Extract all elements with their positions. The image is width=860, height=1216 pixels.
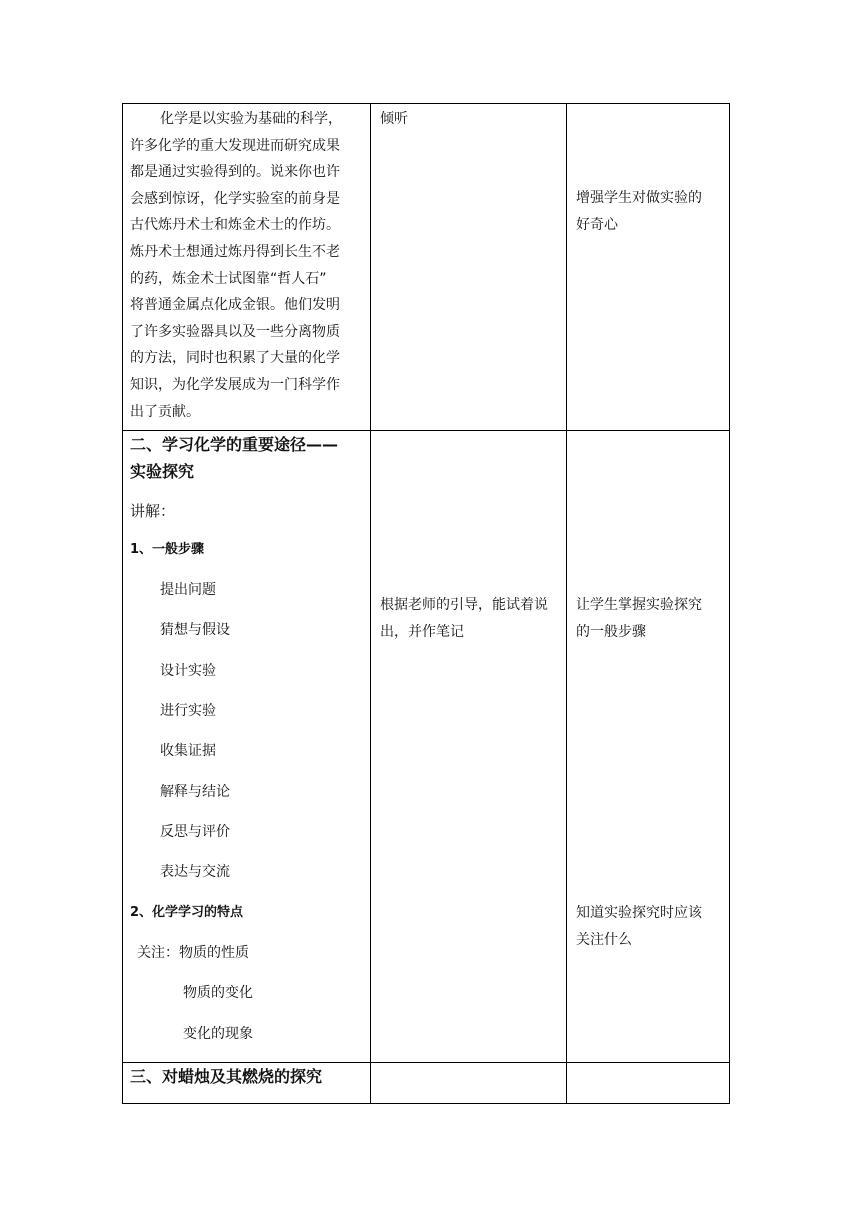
- section-heading-2: [130, 432, 366, 485]
- heading-line: 二、学习化学的重要途径——: [130, 435, 339, 454]
- activity-line: 出，并作笔记: [380, 623, 464, 640]
- focus-item: 物质的变化: [183, 985, 253, 1001]
- design-intent-curiosity: [576, 185, 726, 238]
- lesson-plan-table: [122, 103, 730, 1104]
- step-item: 反思与评价: [160, 824, 230, 840]
- paragraph-line: 的方法，同时也积累了大量的化学: [130, 350, 340, 367]
- paragraph-line: 古代炼丹术士和炼金术士的作坊。: [130, 217, 340, 234]
- paragraph-line: 都是通过实验得到的。说来你也许: [130, 164, 340, 181]
- design-intent-steps: [576, 592, 726, 645]
- intent-line: 增强学生对做实验的: [576, 190, 702, 206]
- step-item: 表达与交流: [160, 864, 230, 880]
- row-divider-2: [122, 1062, 730, 1063]
- step-item: 解释与结论: [160, 784, 230, 800]
- table-border-left: [122, 103, 123, 1104]
- table-border-bottom: [122, 1103, 730, 1104]
- explain-label: 讲解：: [130, 502, 176, 520]
- subheading-chemistry-features: 2、化学学习的特点: [130, 905, 244, 920]
- paragraph-line: 知识，为化学发展成为一门科学作: [130, 376, 340, 393]
- row-divider-1: [122, 430, 730, 431]
- step-item: 设计实验: [160, 663, 216, 679]
- student-activity-notes: [380, 592, 564, 645]
- step-item: 收集证据: [160, 743, 216, 759]
- paragraph-line: 会感到惊讶，化学实验室的前身是: [130, 190, 340, 207]
- intent-line: 好奇心: [576, 216, 618, 233]
- focus-label: 关注：物质的性质: [137, 945, 249, 961]
- section-heading-3: 三、对蜡烛及其燃烧的探究: [130, 1067, 323, 1086]
- intent-line: 关注什么: [576, 931, 632, 948]
- table-border-top: [122, 103, 730, 104]
- history-paragraph: [130, 106, 366, 425]
- focus-item: 变化的现象: [183, 1026, 253, 1042]
- paragraph-line: 化学是以实验为基础的科学，: [160, 111, 342, 127]
- activity-line: 根据老师的引导，能试着说: [380, 597, 548, 613]
- paragraph-line: 出了贡献。: [130, 403, 200, 420]
- paragraph-line: 的药，炼金术士试图靠“哲人石”: [130, 270, 327, 287]
- student-activity-listen: 倾听: [380, 111, 408, 127]
- intent-line: 让学生掌握实验探究: [576, 597, 702, 613]
- paragraph-line: 炼丹术士想通过炼丹得到长生不老: [130, 243, 340, 260]
- paragraph-line: 将普通金属点化成金银。他们发明: [130, 297, 340, 314]
- design-intent-focus: [576, 900, 726, 953]
- paragraph-line: 许多化学的重大发现进而研究成果: [130, 137, 340, 154]
- intent-line: 知道实验探究时应该: [576, 905, 702, 921]
- column-divider-1: [370, 103, 371, 1104]
- column-divider-2: [566, 103, 567, 1104]
- heading-line: 实验探究: [130, 461, 195, 481]
- table-border-right: [729, 103, 730, 1104]
- step-item: 进行实验: [160, 703, 216, 719]
- subheading-general-steps: 1、一般步骤: [130, 542, 205, 557]
- step-item: 猜想与假设: [160, 622, 230, 638]
- step-item: 提出问题: [160, 582, 216, 598]
- intent-line: 的一般步骤: [576, 623, 646, 640]
- paragraph-line: 了许多实验器具以及一些分离物质: [130, 323, 340, 340]
